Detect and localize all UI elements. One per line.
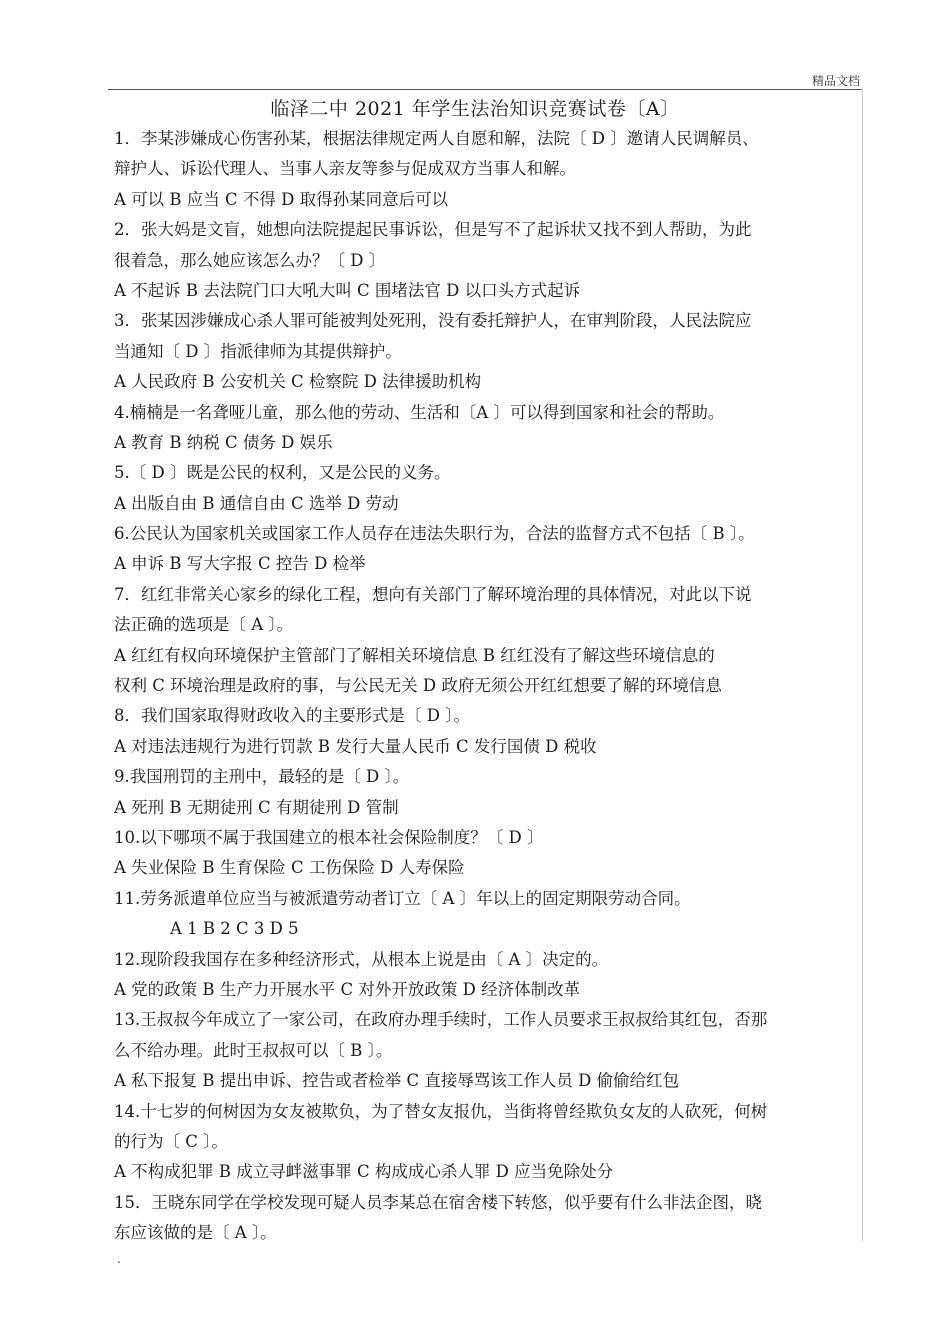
text-line: 2．张大妈是文盲，她想向法院提起民事诉讼，但是写不了起诉状又找不到人帮助，为此 [114, 220, 752, 240]
text-line: 的行为〔 C 〕。 [114, 1131, 228, 1151]
options-line: A 申诉 B 写大字报 C 控告 D 检举 [114, 554, 366, 574]
text-line: 9.我国刑罚的主刑中，最轻的是〔 D 〕。 [114, 767, 410, 787]
text-line: 法正确的选项是〔 A 〕。 [114, 615, 294, 635]
options-line: A 可以 B 应当 C 不得 D 取得孙某同意后可以 [114, 189, 449, 209]
text-line: 11.劳务派遣单位应当与被派遣劳动者订立〔 A 〕年以上的固定期限劳动合同。 [114, 888, 691, 908]
header-rule [108, 89, 863, 90]
text-line: 6.公民认为国家机关或国家工作人员存在违法失职行为，合法的监督方式不包括〔 B 〕。 [114, 524, 755, 544]
text-line: 么不给办理。此时王叔叔可以〔 B 〕。 [114, 1040, 393, 1060]
page-title: 临泽二中 2021 年学生法治知识竞赛试卷〔A〕 [270, 98, 680, 120]
options-line: A 死刑 B 无期徒刑 C 有期徒刑 D 管制 [114, 797, 399, 817]
options-line: A 人民政府 B 公安机关 C 检察院 D 法律援助机构 [114, 372, 482, 392]
text-line: 8．我们国家取得财政收入的主要形式是〔 D 〕。 [114, 706, 470, 726]
options-line: A 对违法违规行为进行罚款 B 发行大量人民币 C 发行国债 D 税收 [114, 736, 597, 756]
text-line: 4.楠楠是一名聋哑儿童，那么他的劳动、生活和〔A 〕可以得到国家和社会的帮助。 [114, 402, 725, 422]
footer-mark: . [117, 1252, 121, 1266]
options-line: A 1 B 2 C 3 D 5 [170, 919, 299, 939]
text-line: 很着急，那么她应该怎么办？〔 D 〕 [114, 250, 386, 270]
text-line: 14.十七岁的何树因为女友被欺负，为了替女友报仇，当街将曾经欺负女友的人砍死，何树 [114, 1101, 768, 1121]
header-note: 精品文档 [811, 74, 860, 88]
options-line: A 不起诉 B 去法院门口大吼大叫 C 围堵法官 D 以口头方式起诉 [114, 280, 581, 300]
options-line: A 私下报复 B 提出申诉、控告或者检举 C 直接辱骂该工作人员 D 偷偷给红包 [114, 1071, 680, 1091]
text-line: 13.王叔叔今年成立了一家公司，在政府办理手续时，工作人员要求王叔叔给其红包，否那 [114, 1010, 768, 1030]
text-line: 5.〔 D 〕既是公民的权利，又是公民的义务。 [114, 463, 451, 483]
options-line: A 出版自由 B 通信自由 C 选举 D 劳动 [114, 493, 399, 513]
options-line: 权利 C 环境治理是政府的事，与公民无关 D 政府无须公开红红想要了解的环境信息 [114, 676, 722, 696]
text-line: 3．张某因涉嫌成心杀人罪可能被判处死刑，没有委托辩护人，在审判阶段，人民法院应 [114, 311, 752, 331]
text-line: 1．李某涉嫌成心伤害孙某，根据法律规定两人自愿和解，法院〔 D 〕邀请人民调解员、 [114, 129, 759, 148]
text-line: 7．红红非常关心家乡的绿化工程，想向有关部门了解环境治理的具体情况，对此以下说 [114, 584, 752, 604]
options-line: A 失业保险 B 生育保险 C 工伤保险 D 人寿保险 [114, 858, 465, 878]
question-list [114, 124, 860, 1248]
text-line: 当通知〔 D 〕指派律师为其提供辩护。 [114, 341, 402, 361]
text-line: 15．王晓东同学在学校发现可疑人员李某总在宿舍楼下转悠，似乎要有什么非法企图，晓 [114, 1192, 762, 1212]
right-margin-rule [862, 89, 863, 1241]
options-line: A 不构成犯罪 B 成立寻衅滋事罪 C 构成成心杀人罪 D 应当免除处分 [114, 1162, 614, 1182]
text-line: 辩护人、诉讼代理人、当事人亲友等参与促成双方当事人和解。 [114, 159, 576, 179]
options-line: A 教育 B 纳税 C 债务 D 娱乐 [114, 432, 333, 452]
options-line: A 红红有权向环境保护主管部门了解相关环境信息 B 红红没有了解这些环境信息的 [114, 645, 715, 665]
text-line: 10.以下哪项不属于我国建立的根本社会保险制度？〔 D 〕 [114, 827, 544, 847]
options-line: A 党的政策 B 生产力开展水平 C 对外开放政策 D 经济体制改革 [114, 979, 581, 999]
text-line: 东应该做的是〔 A 〕。 [114, 1223, 277, 1243]
text-line: 12.现阶段我国存在多种经济形式，从根本上说是由〔 A 〕决定的。 [114, 949, 609, 969]
